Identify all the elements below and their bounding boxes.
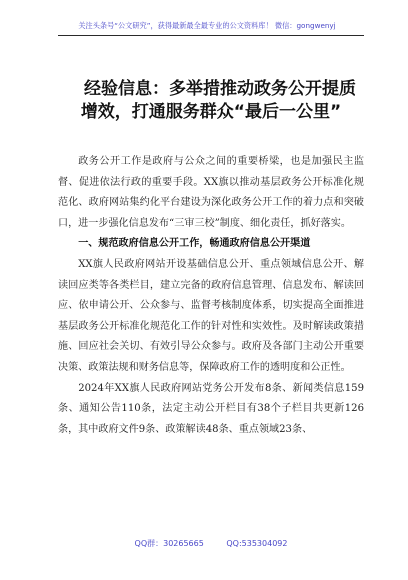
document-body — [58, 152, 364, 440]
document-title: 经验信息：多举措推动政务公开提质增效，打通服务群众“最后一公里” — [80, 79, 356, 122]
header-divider — [58, 35, 364, 36]
footer-contact — [58, 538, 364, 549]
section-heading-1: 一、规范政府信息公开工作，畅通政府信息公开渠道 — [78, 238, 311, 250]
footer-qq-group: QQ群：30265665 — [134, 539, 204, 548]
paragraph-intro: 政务公开工作是政府与公众之间的重要桥梁，也是加强民主监督、促进依法行政的重要手段。XX旗以推动基层政务公开标准化规范化、政府网站集约化平台建设为深化政务公开工作的着力点和突破口，进一步强化信息发布“三审三校”制度、细化责任，抓好落实。 — [58, 156, 364, 229]
paragraph-statistics: 2024年XX旗人民政府网站党务公开发布8条、新闻类信息159条、通知公告110条，法定主动公开栏目有38个子栏目共更新126条，其中政府文件9条、政策解读48条、重点领域23条、 — [58, 382, 364, 435]
paragraph-section-1: XX旗人民政府网站开设基础信息公开、重点领域信息公开、解读回应类等各类栏目，建立完备的政府信息管理、信息发布、解读回应、依申请公开、公众参与、监督考核制度体系，切实提高全面推进基层政务公开标准化规范化工作的针对性和实效性。及时解读政策措施、回应社会关切、有效引导公众参与。政府及各部门主动公开重要决策、政策法规和财务信息等，保障政府工作的透明度和公正性。 — [58, 258, 364, 373]
footer-qq-number: QQ:535304092 — [226, 539, 288, 548]
header-notice: 关注头条号“公文研究”，获得最新最全最专业的公文资料库！ 微信：gongwenyj — [78, 21, 336, 30]
